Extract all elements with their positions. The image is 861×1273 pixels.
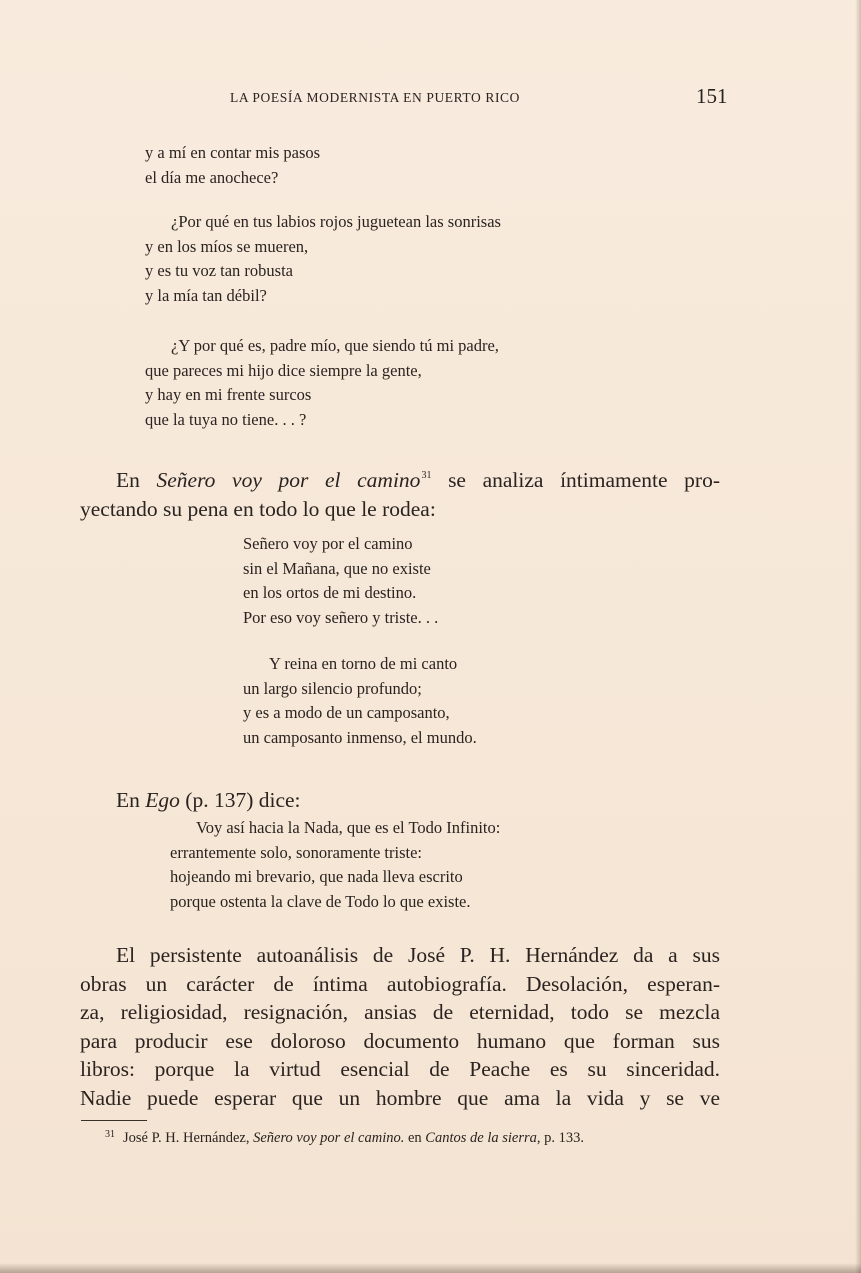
poem-line: ¿Por qué en tus labios rojos juguetean las sonrisas [171,212,501,231]
prose-paragraph [80,462,720,523]
prose-line: Nadie puede esperar que un hombre que ama la vida y se ve [80,1085,720,1110]
poem-line: sin el Mañana, que no existe [243,558,431,578]
poem-line: hojeando mi brevario, que nada lleva escrito [170,867,463,886]
poem-stanza [243,652,477,750]
poem-line: un largo silencio profundo; [243,678,422,698]
running-header-title: LA POESÍA MODERNISTA EN PUERTO RICO [230,90,521,105]
poem-line: en los ortos de mi destino. [243,583,417,602]
footnote-divider [81,1120,147,1121]
prose-line: obras un carácter de íntima autobiografía. Desolación, esperan- [80,971,720,996]
prose-line [116,786,416,815]
poem-line: y la mía tan débil? [145,285,267,305]
prose-line: libros: porque la virtud esencial de Peache es su sinceridad. [80,1057,720,1081]
poem-line: el día me anochece? [145,167,279,187]
poem-stanza [145,141,320,190]
poem-stanza [145,210,501,308]
footnote-book-title: Cantos de la sierra, [425,1130,541,1146]
prose-line: para producir ese doloroso documento humano que forman sus [80,1028,720,1053]
page-number: 151 [696,84,728,108]
prose-text: En [116,468,140,492]
poem-line: que la tuya no tiene. . . ? [145,409,307,429]
poem-line: Voy así hacia la Nada, que es el Todo Infinito: [196,818,501,837]
page-edge-shadow [855,0,861,1273]
footnote-author: José P. H. Hernández, [123,1130,250,1146]
footnote-reference[interactable]: 31 [421,470,432,481]
prose-line: yectando su pena en todo lo que le rodea: [80,496,436,521]
poem-line: y en los míos se mueren, [145,236,309,256]
footnote-poem-title: Señero voy por el camino. [253,1130,405,1146]
prose-text: se analiza íntimamente pro- [448,468,720,492]
prose-line: za, religiosidad, resignación, ansias de eternidad, todo se mezcla [80,1000,720,1024]
poem-line: un camposanto inmenso, el mundo. [243,727,477,747]
poem-line: ¿Y por qué es, padre mío, que siendo tú mi padre, [171,336,499,355]
poem-line: Señero voy por el camino [243,534,413,553]
poem-line: y es a modo de un camposanto, [243,703,450,722]
poem-line: y a mí en contar mis pasos [145,143,321,162]
prose-text: En [116,788,140,812]
poem-stanza [170,816,500,914]
poem-line: y es tu voz tan robusta [145,261,294,280]
page-edge-shadow [0,1263,861,1273]
cited-poem-title: Ego [145,788,180,812]
prose-line: El persistente autoanálisis de José P. H. Hernández da a sus [116,943,720,967]
poem-stanza [145,334,499,432]
footnote-page: p. 133. [544,1130,584,1146]
poem-line: que pareces mi hijo dice siempre la gente, [145,360,422,380]
poem-line: Por eso voy señero y triste. . . [243,607,439,627]
prose-paragraph [116,786,416,815]
footnote [105,1129,584,1147]
prose-line [80,462,720,495]
poem-line: Y reina en torno de mi canto [269,654,458,673]
poem-line: y hay en mi frente surcos [145,385,312,404]
prose-paragraph [80,941,720,1112]
prose-text: (p. 137) dice: [185,788,301,812]
poem-line: errantemente solo, sonoramente triste: [170,842,422,862]
cited-poem-title: Señero voy por el camino [156,468,421,492]
poem-line: porque ostenta la clave de Todo lo que existe. [170,891,471,911]
footnote-text: en [407,1130,422,1146]
poem-stanza [243,532,438,630]
footnote-mark: 31 [105,1129,115,1140]
